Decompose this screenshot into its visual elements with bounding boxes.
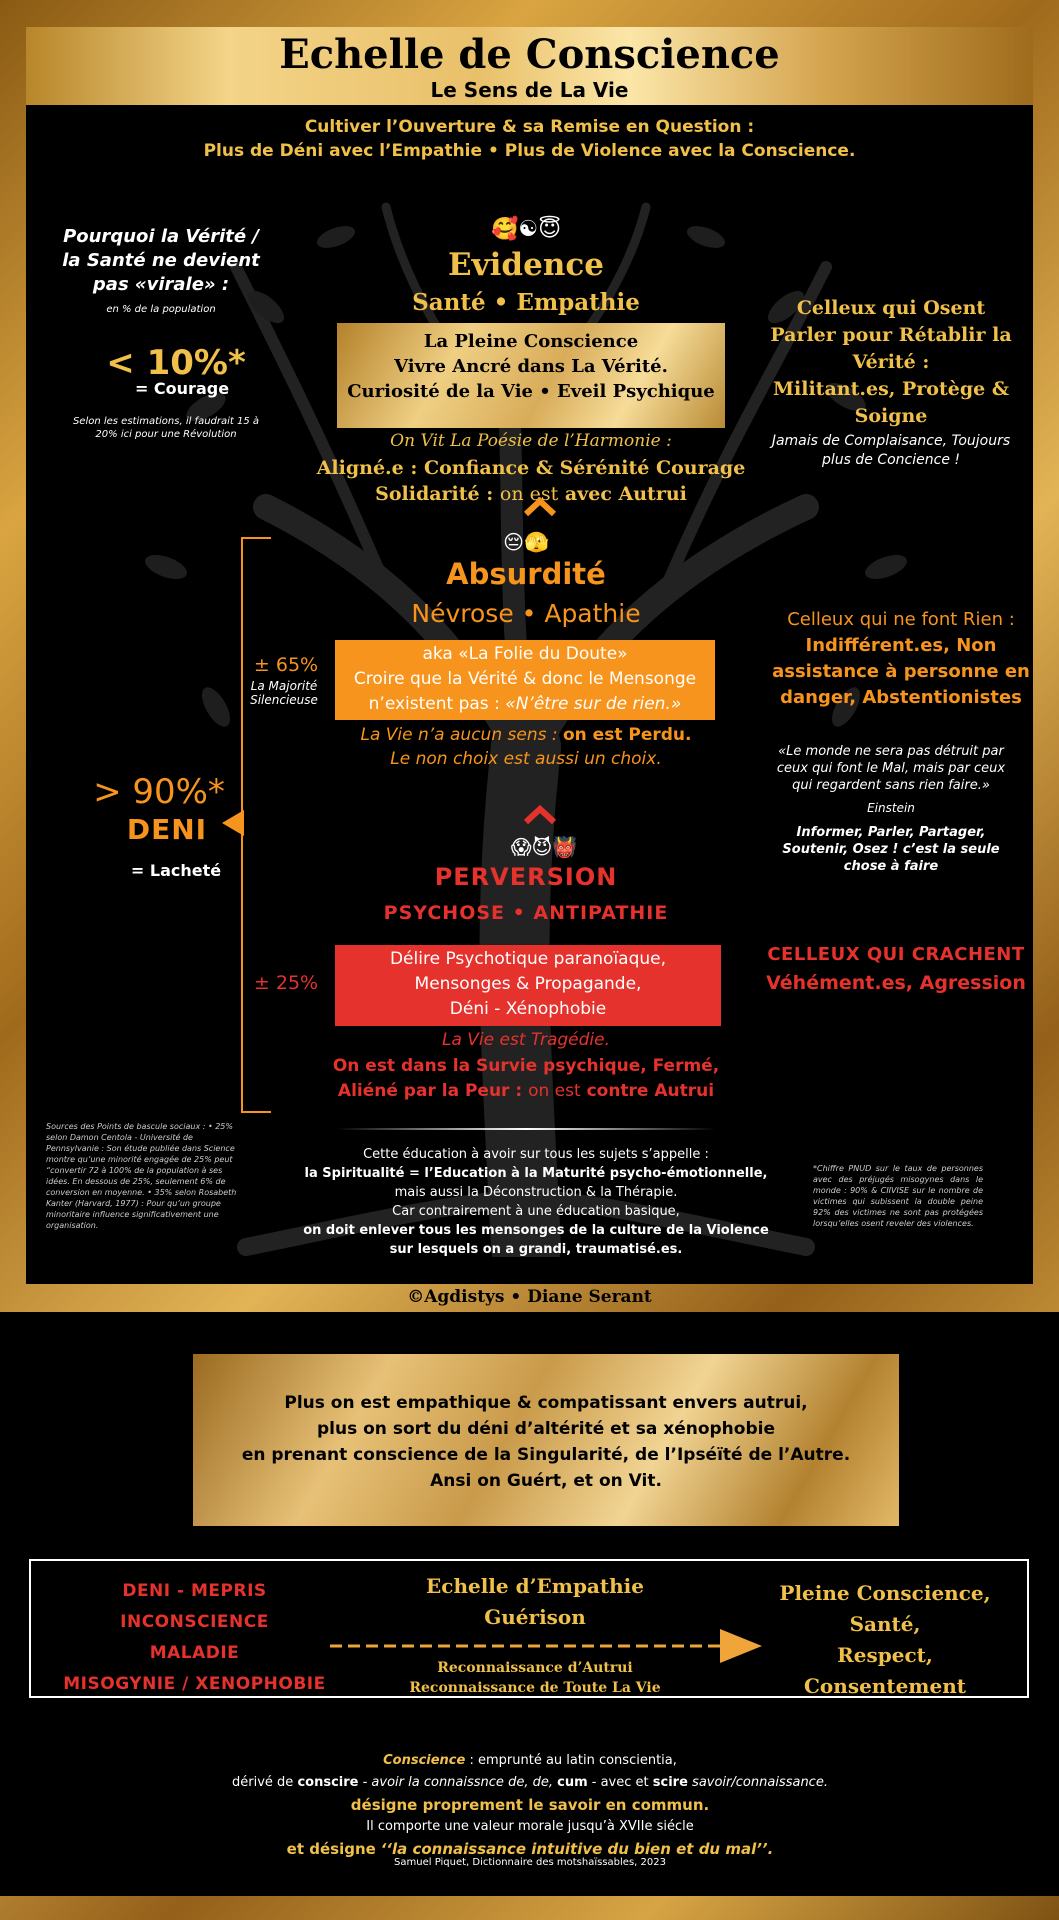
evidence-box-line-2: Vivre Ancré dans La Vérité.	[394, 356, 668, 377]
perversion-box-line-2: Mensonges & Propagande,	[414, 974, 642, 994]
evidence-box-line-1: La Pleine Conscience	[423, 331, 639, 352]
definition-text: dérivé de	[232, 1775, 294, 1790]
perversion-percentage: ± 25%	[253, 972, 319, 994]
definition-quote: ‘‘la connaissance intuitive du bien et du mal’’.	[380, 1840, 774, 1858]
evidence-poesie: On Vit La Poésie de l’Harmonie :	[390, 431, 672, 451]
tagline-line-1: Cultiver l’Ouverture & sa Remise en Question :	[304, 117, 755, 137]
truth-speakers-heading: Celleux qui Osent Parler pour Rétablir la Vérité :	[770, 297, 1012, 373]
absurdite-line-1a: La Vie n’a aucun sens :	[360, 725, 558, 745]
absurdite-line-1	[326, 725, 726, 745]
definition-term: Conscience	[383, 1753, 466, 1768]
tagline-line-2: Plus de Déni avec l’Empathie • Plus de Violence avec la Conscience.	[203, 141, 856, 161]
tagline	[26, 115, 1033, 163]
scale-title-line-1: Echelle d’Empathie	[426, 1574, 644, 1598]
truth-speakers	[766, 295, 1016, 430]
scale-end-item: Consentement	[804, 1674, 966, 1698]
definition-line-1	[100, 1750, 960, 1772]
empathy-line-2: plus on sort du déni d’altérité et sa xénophobie	[316, 1419, 775, 1439]
perversion-box	[335, 945, 721, 1026]
definition-line-1-text: : emprunté au latin conscientia,	[469, 1753, 677, 1768]
courage-percentage: < 10%*	[106, 343, 246, 383]
perversion-box-line-1: Délire Psychotique paranoïaque,	[389, 949, 667, 969]
einstein-author: Einstein	[867, 801, 915, 815]
education-line-6: sur lesquels on a grandi, traumatisé.es.	[389, 1242, 683, 1257]
education-line-4: Car contrairement à une éducation basique,	[392, 1204, 680, 1219]
inactive-group-roles: Indifférent.es, Non assistance à personne en danger, Abstentionistes	[772, 635, 1030, 708]
credit-line: ©Agdistys • Diane Serant	[407, 1287, 652, 1307]
definition-word: scire	[652, 1775, 688, 1790]
absurdite-line-1b: on est Perdu.	[562, 725, 692, 745]
inactive-group-heading: Celleux qui ne font Rien :	[787, 609, 1015, 630]
chevron-up-icon	[523, 803, 557, 825]
perversion-emojis: 😱😈👹	[510, 835, 578, 859]
evidence-box	[337, 323, 725, 428]
absurdite-box-line-3	[335, 692, 715, 717]
solidarite-target: avec Autrui	[564, 483, 687, 505]
scale-start	[62, 1576, 327, 1700]
evidence-subtitle: Santé • Empathie	[412, 289, 640, 316]
perversion-line-2d: contre Autrui	[586, 1081, 715, 1101]
perversion-box-line-3: Déni - Xénophobie	[449, 999, 607, 1019]
absurdite-emojis: 😔🫣	[503, 530, 549, 554]
pnud-note: *Chiffre PNUD sur le taux de personnes avec des préjugés misogynes dans le monde : 90% & CIIVISE sur le nombre de victimes qui subissent la double peine 92% des victimes ne sont pas protégées lorsqu’elles osent reveler des violences.	[813, 1164, 983, 1228]
definition-source: Samuel Piquet, Dictionnaire des motshaïssables, 2023	[394, 1857, 666, 1868]
scale-title	[350, 1571, 720, 1633]
definition-block	[100, 1750, 960, 1860]
definition-text: savoir/connaissance.	[692, 1775, 828, 1790]
empathy-line-4: Ansi on Guért, et on Vit.	[430, 1471, 662, 1491]
perversion-title: PERVERSION	[434, 863, 618, 891]
evidence-emojis: 🥰☯😇	[490, 217, 562, 242]
definition-line-2	[100, 1772, 960, 1794]
definition-text: - avec et	[591, 1775, 649, 1790]
scale-subtitle-line-2: Reconnaissance de Toute La Vie	[409, 1680, 661, 1696]
main-panel	[26, 27, 1033, 1284]
education-line-3: mais aussi la Déconstruction & la Thérapie.	[394, 1185, 678, 1200]
solidarite-connector: on est	[499, 483, 559, 505]
evidence-aligne: Aligné.e : Confiance & Sérénité Courage	[316, 457, 746, 479]
absurdite-title: Absurdité	[446, 557, 606, 591]
scale-subtitle	[350, 1658, 720, 1698]
scale-end	[765, 1578, 1005, 1702]
perversion-line-2a: On est dans la Survie psychique, Fermé,	[332, 1056, 720, 1076]
courage-label: = Courage	[134, 379, 230, 398]
aggressors-roles: Véhément.es, Agression	[766, 972, 1026, 994]
empathy-line-3: en prenant conscience de la Singularité, de l’Ipséïté de l’Autre.	[241, 1445, 851, 1465]
virality-question-note: en % de la population	[106, 304, 216, 315]
empathy-line-1: Plus on est empathique & compatissant envers autrui,	[284, 1393, 808, 1413]
call-to-action: Informer, Parler, Partager, Soutenir, Osez ! c’est la seule chose à faire	[782, 825, 1000, 874]
solidarite-label: Solidarité :	[375, 483, 494, 505]
page-subtitle: Le Sens de La Vie	[430, 78, 629, 102]
title-banner	[26, 27, 1033, 105]
education-line-1: Cette éducation à avoir sur tous les sujets s’appelle :	[363, 1147, 709, 1162]
scale-start-item: INCONSCIENCE	[120, 1612, 269, 1632]
absurdite-box	[335, 640, 715, 720]
perversion-line-2	[306, 1054, 746, 1104]
sources-note: Sources des Points de bascule sociaux : • 25% selon Damon Centola - Université de Pennsylvanie : Son étude publiée dans Science montre qu’une minorité engagée de 25% peut “convertir 72 à 100% de la population à ses idées. En dessous de 25%, seulement 6% de conversion en moyenne. • 35% selon Rosabeth Kanter (Harvard, 1977) : Pour qu’un groupe minoritaire influence significativement une organisation.	[46, 1122, 237, 1230]
majority-percentage: ± 65%	[253, 654, 319, 676]
definition-line-3: désigne proprement le savoir en commun.	[350, 1796, 710, 1814]
definition-line-4: Il comporte une valeur morale jusqu’à XVIIe siécle	[366, 1819, 694, 1834]
scale-start-item: MISOGYNIE / XENOPHOBIE	[63, 1674, 326, 1694]
absurdite-line-2: Le non choix est aussi un choix.	[390, 749, 662, 769]
scale-end-item: Respect,	[837, 1643, 933, 1667]
perversion-line-2-rest	[306, 1079, 746, 1104]
absurdite-box-line-1: aka «La Folie du Doute»	[422, 644, 628, 664]
absurdite-box-line-3a: n’existent pas :	[368, 694, 500, 714]
inactive-group	[766, 607, 1033, 711]
courage-note: Selon les estimations, il faudrait 15 à 20% ici pour une Révolution	[72, 416, 260, 440]
truth-speakers-note: Jamais de Complaisance, Toujours plus de Concience !	[771, 433, 1011, 468]
page-title: Echelle de Conscience	[279, 31, 780, 78]
truth-speakers-roles: Militant.es, Protège & Soigne	[773, 378, 1009, 427]
definition-text: - avoir la connaissnce de, de,	[362, 1775, 553, 1790]
majority-label: La Majorité Silencieuse	[250, 679, 318, 707]
scale-subtitle-line-1: Reconnaissance d’Autrui	[437, 1660, 633, 1676]
deni-label: DENI	[126, 813, 208, 846]
scale-start-item: DENI - MEPRIS	[122, 1581, 267, 1601]
aggressors-heading: CELLEUX QUI CRACHENT	[767, 944, 1025, 965]
lower-panel	[0, 1312, 1059, 1896]
virality-question: Pourquoi la Vérité / la Santé ne devient pas «virale» :	[62, 226, 260, 295]
perversion-line-2b: Aliéné par la Peur :	[337, 1081, 523, 1101]
deni-percentage: > 90%*	[93, 772, 225, 812]
scale-end-item: Pleine Conscience,	[779, 1581, 991, 1605]
evidence-title: Evidence	[448, 247, 604, 283]
definition-word: conscire	[297, 1775, 359, 1790]
education-line-5: on doit enlever tous les mensonges de la culture de la Violence	[303, 1223, 769, 1238]
divider	[336, 1128, 716, 1130]
absurdite-box-line-3b: «N’être sur de rien.»	[505, 694, 682, 714]
aggressors-group	[766, 941, 1026, 997]
deni-bracket	[241, 537, 271, 1113]
scale-start-item: MALADIE	[149, 1643, 240, 1663]
absurdite-box-line-2: Croire que la Vérité & donc le Mensonge	[353, 669, 697, 689]
definition-text: et désigne	[286, 1840, 376, 1858]
perversion-line-2c: on est	[528, 1081, 581, 1101]
evidence-box-line-3: Curiosité de la Vie • Eveil Psychique	[347, 381, 715, 402]
empathy-box	[193, 1354, 899, 1526]
scale-title-line-2: Guérison	[484, 1605, 586, 1629]
einstein-quote: «Le monde ne sera pas détruit par ceux qui font le Mal, mais par ceux qui regardent sans rien faire.»	[776, 744, 1006, 793]
lachete-label: = Lacheté	[130, 861, 222, 880]
bracket-arrow-icon	[222, 810, 244, 836]
definition-word: cum	[557, 1775, 588, 1790]
perversion-subtitle: PSYCHOSE • ANTIPATHIE	[383, 902, 669, 924]
perversion-line-1: La Vie est Tragédie.	[442, 1030, 610, 1050]
absurdite-subtitle: Névrose • Apathie	[411, 599, 641, 628]
education-text	[266, 1145, 806, 1259]
chevron-up-icon	[523, 495, 557, 517]
scale-end-item: Santé,	[849, 1612, 921, 1636]
education-line-2: la Spiritualité = l’Education à la Maturité psycho-émotionnelle,	[304, 1166, 768, 1181]
